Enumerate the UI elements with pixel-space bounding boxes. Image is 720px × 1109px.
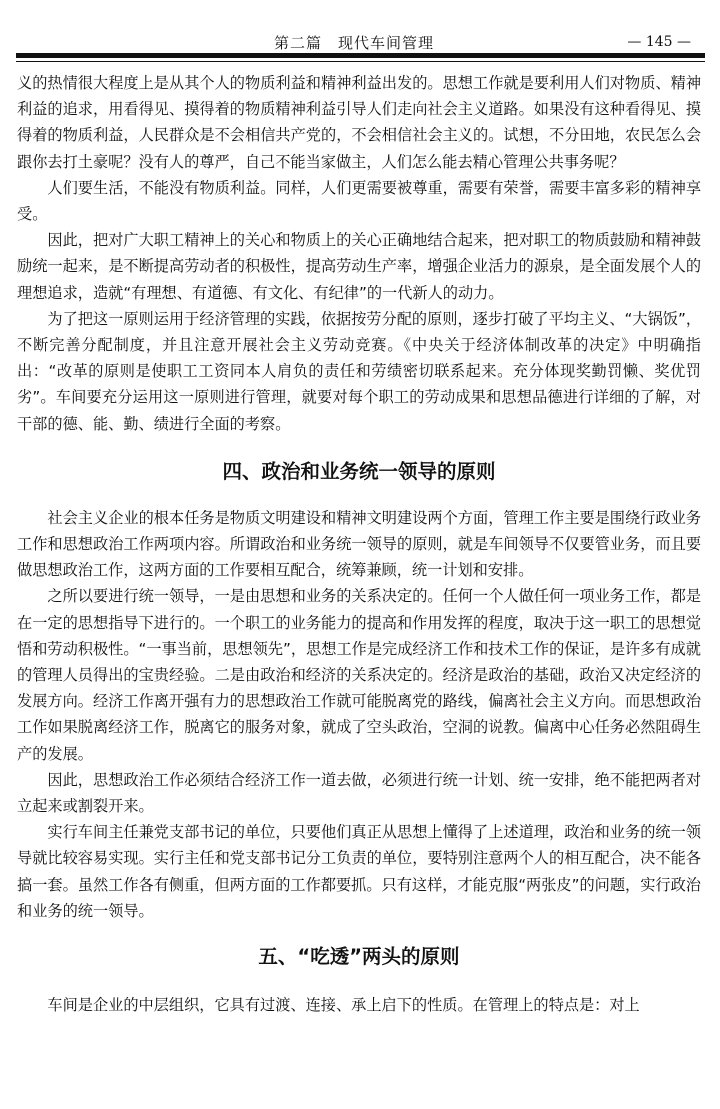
header-rule-thin [16, 61, 705, 62]
header-rule-thick [16, 53, 705, 58]
page-number: — 145 — [627, 34, 691, 50]
paragraph: 车间是企业的中层组织，它具有过渡、连接、承上启下的性质。在管理上的特点是：对上 [47, 996, 640, 1015]
paragraph: 人们要生活，不能没有物质利益。同样，人们更需要被尊重，需要有荣誉，需要丰富多彩的精神享受。 [17, 178, 701, 224]
paragraph: 为了把这一原则运用于经济管理的实践，依据按劳分配的原则，逐步打破了平均主义、“大锅饭”，不断完善分配制度，并且注意开展社会主义劳动竞赛。《中央关于经济体制改革的决定》中明确指出：“改革的原则是使职工工资同本人肩负的责任和劳绩密切联系起来。充分体现奖勤罚懒、奖优罚劣”。车间要充分运用这一原则进行管理，就要对每个职工的劳动成果和思想品德进行详细的了解，对干部的德、能、勤、绩进行全面的考察。 [17, 309, 702, 433]
paragraph: 因此，思想政治工作必须结合经济工作一道去做，必须进行统一计划、统一安排，绝不能把两者对立起来或割裂开来。 [17, 770, 701, 816]
page-body [17, 70, 701, 1018]
paragraph: 社会主义企业的根本任务是物质文明建设和精神文明建设两个方面，管理工作主要是围绕行政业务工作和思想政治工作两项内容。所谓政治和业务统一领导的原则，就是车间领导不仅要管业务，而且要做思想政治工作，这两方面的工作要相互配合，统筹兼顾，统一计划和安排。 [17, 508, 701, 580]
paragraph-continued: 义的热情很大程度上是从其个人的物质利益和精神利益出发的。思想工作就是要利用人们对物质、精神利益的追求，用看得见、摸得着的物质精神利益引导人们走向社会主义道路。如果没有这种看得见、摸得着的物质利益，人民群众是不会相信共产党的，不会相信社会主义的。试想，不分田地，农民怎么会跟你去打土豪呢？没有人的尊严，自己不能当家做主，人们怎么能去精心管理公共事务呢？ [17, 74, 701, 171]
paragraph: 实行车间主任兼党支部书记的单位，只要他们真正从思想上懂得了上述道理，政治和业务的统一领导就比较容易实现。实行主任和党支部书记分工负责的单位，要特别注意两个人的相互配合，决不能各搞一套。虽然工作各有侧重，但两方面的工作都要抓。只有这样，才能克服“两张皮”的问题，实行政治和业务的统一领导。 [17, 823, 701, 920]
paragraph: 之所以要进行统一领导，一是由思想和业务的关系决定的。任何一个人做任何一项业务工作，都是在一定的思想指导下进行的。一个职工的业务能力的提高和作用发挥的程度，取决于这一职工的思想觉悟和劳动积极性。“一事当前，思想领先”，思想工作是完成经济工作和技术工作的保证，是许多有成就的管理人员得出的宝贵经验。二是由政治和经济的关系决定的。经济是政治的基础，政治又决定经济的发展方向。经济工作离开强有力的思想政治工作就可能脱离党的路线，偏离社会主义方向。而思想政治工作如果脱离经济工作，脱离它的服务对象，就成了空头政治，空洞的说教。偏离中心任务必然阻碍生产的发展。 [17, 587, 701, 763]
running-header-title: 第二篇 现代车间管理 [274, 34, 435, 52]
section-heading-4: 四、政治和业务统一领导的原则 [222, 459, 496, 483]
section-heading-5: 五、“吃透”两头的原则 [258, 945, 460, 969]
running-header [16, 26, 705, 56]
paragraph: 因此，把对广大职工精神上的关心和物质上的关心正确地结合起来，把对职工的物质鼓励和精神鼓励统一起来，是不断提高劳动者的积极性，提高劳动生产率，增强企业活力的源泉，是全面发展个人的理想追求，造就“有理想、有道德、有文化、有纪律”的一代新人的动力。 [17, 231, 701, 302]
